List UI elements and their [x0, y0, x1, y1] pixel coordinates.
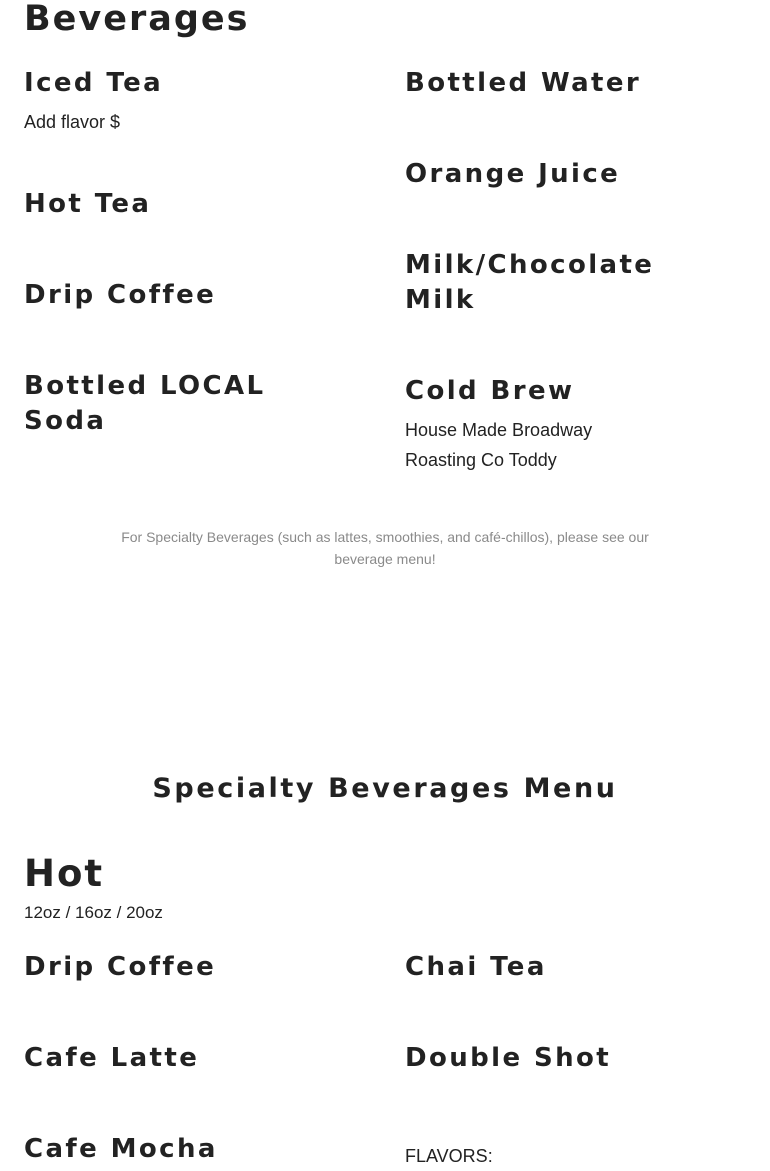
menu-item-name: Hot Tea — [24, 189, 152, 219]
specialty-menu-heading: Specialty Beverages Menu — [152, 773, 618, 804]
menu-item-name: Cafe Latte — [24, 1043, 200, 1073]
menu-item-name: Bottled LOCAL Soda — [24, 371, 266, 436]
hot-item-double-shot — [405, 1041, 705, 1076]
menu-item-name: Cafe Mocha — [24, 1134, 218, 1164]
menu-item-orange-juice — [405, 157, 705, 192]
menu-item-drip-coffee — [24, 278, 324, 313]
hot-item-cafe-latte — [24, 1041, 324, 1076]
menu-item-name: Orange Juice — [405, 159, 621, 189]
menu-item-description: House Made Broadway Roasting Co Toddy — [405, 420, 593, 470]
menu-item-name: Milk/Chocolate Milk — [405, 250, 655, 315]
menu-item-name: Bottled Water — [405, 68, 642, 98]
menu-item-iced-tea — [24, 66, 324, 137]
beverages-section-title: Beverages — [24, 0, 250, 39]
hot-item-drip-coffee — [24, 950, 324, 985]
flavors-label: FLAVORS: — [405, 1146, 493, 1166]
hot-item-cafe-mocha — [24, 1132, 324, 1167]
menu-item-bottled-water — [405, 66, 705, 101]
hot-item-chai-tea — [405, 950, 705, 985]
menu-item-name: Cold Brew — [405, 376, 575, 406]
menu-item-name: Double Shot — [405, 1043, 612, 1073]
menu-item-description: Add flavor $ — [24, 112, 121, 132]
hot-section-title: Hot — [24, 852, 105, 895]
menu-item-name: Iced Tea — [24, 68, 164, 98]
specialty-beverages-note: For Specialty Beverages (such as lattes, smoothies, and café-chillos), please see our beverage menu! — [121, 529, 649, 567]
menu-item-name: Drip Coffee — [24, 952, 217, 982]
menu-item-hot-tea — [24, 187, 324, 222]
menu-item-name: Drip Coffee — [24, 280, 217, 310]
menu-item-milk-chocolate-milk — [405, 248, 665, 318]
menu-item-name: Chai Tea — [405, 952, 547, 982]
menu-item-bottled-local-soda — [24, 369, 274, 439]
hot-sizes: 12oz / 16oz / 20oz — [24, 903, 163, 922]
menu-item-cold-brew — [405, 374, 645, 475]
